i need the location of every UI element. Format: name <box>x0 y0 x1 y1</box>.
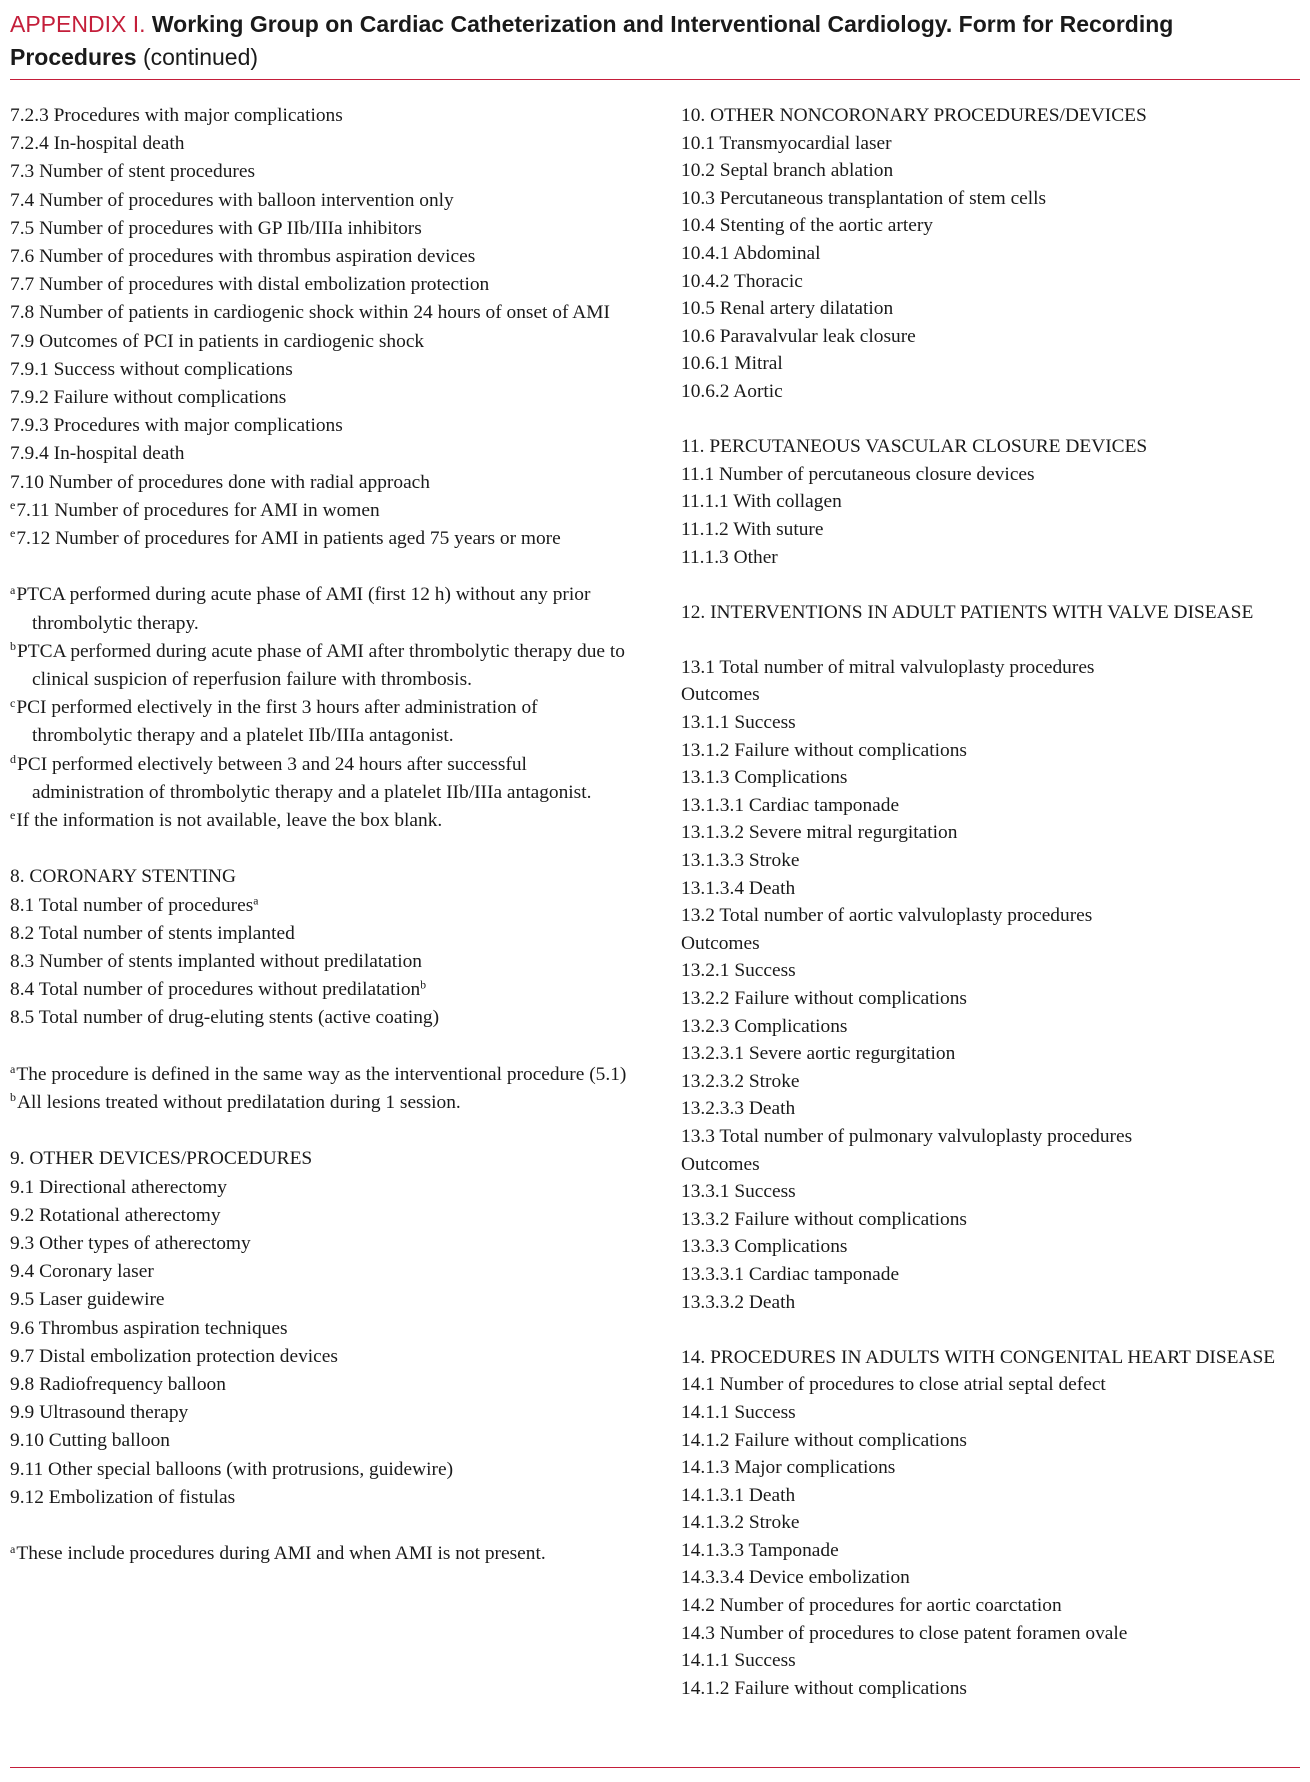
item-text: 7.2.3 Procedures with major complications <box>10 105 343 126</box>
item-text: 14.1.2 Failure without complications <box>681 1429 967 1451</box>
footnote-marker: c <box>10 695 16 710</box>
item-text: 11.1 Number of percutaneous closure devices <box>681 463 1035 485</box>
form-item <box>681 268 1306 296</box>
form-item <box>681 1206 1306 1234</box>
form-item <box>681 1123 1306 1151</box>
item-text: 13.2.3.3 Death <box>681 1098 796 1120</box>
form-item <box>10 1286 640 1314</box>
footnote <box>10 525 640 553</box>
item-text: 8.1 Total number of procedures <box>10 894 254 916</box>
form-item <box>10 271 640 299</box>
form-item <box>681 1040 1306 1068</box>
form-item <box>681 985 1306 1013</box>
item-text: 10.1 Transmyocardial laser <box>681 132 892 154</box>
item-text: 10.5 Renal artery dilatation <box>681 298 894 320</box>
item-text: 14. PROCEDURES IN ADULTS WITH CONGENITAL HEART DISEASE <box>681 1346 1276 1368</box>
item-text: 13.3.3.1 Cardiac tamponade <box>681 1263 900 1285</box>
form-item <box>10 1202 640 1230</box>
spacer <box>681 626 1306 654</box>
form-item <box>10 158 640 186</box>
item-text: 14.3.3.4 Device embolization <box>681 1567 910 1589</box>
form-item <box>681 1427 1306 1455</box>
form-item <box>10 1427 640 1455</box>
item-text: 11. PERCUTANEOUS VASCULAR CLOSURE DEVICES <box>681 436 1148 458</box>
item-text: PCI performed electively in the first 3 hours after administration of thrombolytic therapy and a platelet IIb/IIIa antagonist. <box>16 697 538 747</box>
item-text: 10.4 Stenting of the aortic artery <box>681 215 934 237</box>
item-text: 10.2 Septal branch ablation <box>681 160 894 182</box>
item-text: 9.9 Ultrasound therapy <box>10 1402 189 1424</box>
item-text: 14.1.1 Success <box>681 1401 796 1423</box>
item-text: 11.1.1 With collagen <box>681 491 842 513</box>
item-text: 7.9 Outcomes of PCI in patients in cardiogenic shock <box>10 330 425 352</box>
footnote <box>10 1061 640 1089</box>
form-item <box>681 1592 1306 1620</box>
form-item <box>681 212 1306 240</box>
item-text: 13.3.1 Success <box>681 1181 796 1203</box>
item-text: 7.9.3 Procedures with major complications <box>10 415 343 437</box>
item-text: 7.3 Number of stent procedures <box>10 161 256 183</box>
footnote <box>10 1540 640 1568</box>
footnote-ref: b <box>420 978 427 992</box>
item-text: 7.9.1 Success without complications <box>10 358 293 380</box>
item-text: 7.2.4 In-hospital death <box>10 133 185 155</box>
item-text: 9.6 Thrombus aspiration techniques <box>10 1317 288 1339</box>
form-item <box>681 378 1306 406</box>
footnote <box>10 807 640 835</box>
footnote-marker: b <box>10 639 17 654</box>
form-item <box>10 1230 640 1258</box>
form-item <box>10 356 640 384</box>
footnote-marker: e <box>10 526 16 541</box>
item-text: PTCA performed during acute phase of AMI after thrombolytic therapy due to clinical suspicion of reperfusion failure with thrombosis. <box>17 640 625 691</box>
form-item <box>10 130 640 158</box>
form-item <box>681 516 1306 544</box>
item-text: 9.12 Embolization of fistulas <box>10 1486 236 1508</box>
form-item <box>681 433 1306 461</box>
form-item <box>10 948 640 976</box>
form-item <box>681 1178 1306 1206</box>
footnote-marker: e <box>10 498 16 513</box>
item-text: PTCA performed during acute phase of AMI (first 12 h) without any prior thrombolytic therapy. <box>16 584 591 634</box>
item-text: 13.3 Total number of pulmonary valvuloplasty procedures <box>681 1125 1133 1147</box>
item-text: 13.2 Total number of aortic valvuloplasty procedures <box>681 905 1093 927</box>
footnote <box>10 694 640 750</box>
item-text: 14.2 Number of procedures for aortic coarctation <box>681 1595 1062 1617</box>
form-item <box>681 681 1306 709</box>
form-item <box>681 1261 1306 1289</box>
item-text: 7.9.2 Failure without complications <box>10 387 287 409</box>
form-item <box>681 875 1306 903</box>
form-item <box>681 185 1306 213</box>
item-text: All lesions treated without predilatation during 1 session. <box>17 1092 461 1114</box>
footnote <box>10 1089 640 1117</box>
item-text: 14.3 Number of procedures to close patent foramen ovale <box>681 1622 1128 1644</box>
footer-divider <box>10 1767 1300 1768</box>
form-item <box>681 240 1306 268</box>
form-item <box>10 412 640 440</box>
footnote-marker: a <box>10 582 16 597</box>
footnote-marker: a <box>10 1062 16 1077</box>
form-item <box>681 1620 1306 1648</box>
item-text: 9.4 Coronary laser <box>10 1261 154 1283</box>
form-item <box>681 1344 1306 1372</box>
form-item <box>10 187 640 215</box>
form-item <box>681 764 1306 792</box>
item-text: 13.1.2 Failure without complications <box>681 739 967 761</box>
form-item <box>681 1509 1306 1537</box>
form-item <box>681 1289 1306 1317</box>
form-item <box>10 102 640 130</box>
item-text: 7.11 Number of procedures for AMI in women <box>16 499 380 521</box>
item-text: Outcomes <box>681 1153 760 1175</box>
footnote <box>10 497 640 525</box>
form-item <box>10 1371 640 1399</box>
spacer <box>10 1512 640 1540</box>
item-text: 7.7 Number of procedures with distal embolization protection <box>10 274 490 296</box>
item-text: PCI performed electively between 3 and 24 hours after successful administration of thrombolytic therapy and a platelet IIb/IIIa antagonist. <box>17 753 592 803</box>
form-item <box>681 847 1306 875</box>
item-text: 9.11 Other special balloons (with protrusions, guidewire) <box>10 1458 454 1480</box>
form-item <box>10 1343 640 1371</box>
item-text: 13.2.3.2 Stroke <box>681 1070 800 1092</box>
item-text: 14.1 Number of procedures to close atrial septal defect <box>681 1374 1106 1396</box>
footnote-marker: b <box>10 1090 17 1105</box>
item-text: 14.1.3 Major complications <box>681 1457 896 1479</box>
form-item <box>681 902 1306 930</box>
item-text: 14.1.3.1 Death <box>681 1484 796 1506</box>
form-item <box>681 1233 1306 1261</box>
item-text: 14.1.3.3 Tamponade <box>681 1539 839 1561</box>
item-text: 7.9.4 In-hospital death <box>10 443 185 465</box>
item-text: 11.1.2 With suture <box>681 518 824 540</box>
item-text: 7.5 Number of procedures with GP IIb/IIIa inhibitors <box>10 217 422 239</box>
form-item <box>10 1004 640 1032</box>
item-text: 13.1.3.1 Cardiac tamponade <box>681 794 900 816</box>
item-text: 13.1.3.2 Severe mitral regurgitation <box>681 822 958 844</box>
item-text: 7.4 Number of procedures with balloon intervention only <box>10 189 454 211</box>
form-item <box>681 654 1306 682</box>
form-item <box>10 920 640 948</box>
appendix-title: Working Group on Cardiac Catheterization and Interventional Cardiology. Form for Recording Procedures <box>10 11 1174 70</box>
spacer <box>10 835 640 863</box>
form-item <box>681 819 1306 847</box>
form-item <box>681 488 1306 516</box>
item-text: Outcomes <box>681 932 760 954</box>
item-text: 10.6 Paravalvular leak closure <box>681 325 916 347</box>
form-item <box>10 1456 640 1484</box>
form-item <box>10 892 640 920</box>
item-text: 10. OTHER NONCORONARY PROCEDURES/DEVICES <box>681 105 1147 126</box>
form-item <box>681 737 1306 765</box>
item-text: 9.10 Cutting balloon <box>10 1430 170 1452</box>
spacer <box>10 553 640 581</box>
footnote-marker: d <box>10 752 17 767</box>
form-item <box>681 544 1306 572</box>
appendix-header <box>10 8 1300 74</box>
header-divider <box>10 79 1300 80</box>
footnote <box>10 751 640 807</box>
item-text: 9.8 Radiofrequency balloon <box>10 1374 226 1396</box>
form-item <box>681 1454 1306 1482</box>
item-text: 7.6 Number of procedures with thrombus aspiration devices <box>10 246 476 268</box>
form-item <box>681 599 1306 627</box>
form-item <box>10 215 640 243</box>
item-text: 9.5 Laser guidewire <box>10 1289 165 1311</box>
form-item <box>681 102 1306 130</box>
item-text: 13.1.3.4 Death <box>681 877 796 899</box>
form-item <box>681 1675 1306 1703</box>
form-item <box>681 1647 1306 1675</box>
item-text: 7.10 Number of procedures done with radial approach <box>10 471 430 493</box>
item-text: 9.7 Distal embolization protection devices <box>10 1345 338 1367</box>
form-item <box>681 461 1306 489</box>
spacer <box>10 1117 640 1145</box>
form-item <box>681 1095 1306 1123</box>
form-item <box>10 1145 640 1173</box>
form-item <box>10 1315 640 1343</box>
form-item <box>10 243 640 271</box>
form-item <box>681 1564 1306 1592</box>
form-item <box>10 440 640 468</box>
form-item <box>681 709 1306 737</box>
form-item <box>681 323 1306 351</box>
left-column <box>10 102 640 1568</box>
spacer <box>681 406 1306 434</box>
item-text: 14.1.3.2 Stroke <box>681 1512 800 1534</box>
form-item <box>10 469 640 497</box>
form-item <box>681 1371 1306 1399</box>
item-text: 13.2.3.1 Severe aortic regurgitation <box>681 1043 956 1065</box>
form-item <box>10 976 640 1004</box>
form-item <box>681 930 1306 958</box>
item-text: 10.4.2 Thoracic <box>681 270 803 292</box>
item-text: 10.3 Percutaneous transplantation of stem cells <box>681 187 1047 209</box>
footnote-ref: a <box>253 894 259 908</box>
form-item <box>681 295 1306 323</box>
form-item <box>10 1174 640 1202</box>
form-item <box>681 1013 1306 1041</box>
item-text: 13.1.1 Success <box>681 712 796 734</box>
footnote <box>10 638 640 694</box>
item-text: 13.3.3 Complications <box>681 1236 848 1258</box>
item-text: 12. INTERVENTIONS IN ADULT PATIENTS WITH VALVE DISEASE <box>681 601 1254 623</box>
form-item <box>10 384 640 412</box>
form-item <box>10 863 640 891</box>
form-item <box>681 350 1306 378</box>
item-text: 13.3.3.2 Death <box>681 1291 796 1313</box>
item-text: 8.4 Total number of procedures without predilatation <box>10 979 421 1001</box>
right-column <box>681 102 1306 1702</box>
item-text: 11.1.3 Other <box>681 546 778 568</box>
item-text: These include procedures during AMI and when AMI is not present. <box>16 1543 546 1565</box>
form-item <box>681 1399 1306 1427</box>
item-text: 14.1.2 Failure without complications <box>681 1677 967 1699</box>
form-item <box>10 328 640 356</box>
item-text: 13.1.3.3 Stroke <box>681 850 800 872</box>
item-text: 8. CORONARY STENTING <box>10 866 237 888</box>
form-item <box>681 1537 1306 1565</box>
item-text: 8.5 Total number of drug-eluting stents (active coating) <box>10 1007 440 1029</box>
item-text: The procedure is defined in the same way as the interventional procedure (5.1) <box>16 1063 627 1085</box>
item-text: 10.6.2 Aortic <box>681 380 783 402</box>
item-text: 10.6.1 Mitral <box>681 353 783 375</box>
item-text: 13.1.3 Complications <box>681 767 848 789</box>
form-item <box>681 157 1306 185</box>
form-item <box>681 1151 1306 1179</box>
form-item <box>681 792 1306 820</box>
item-text: 9.3 Other types of atherectomy <box>10 1233 251 1255</box>
form-item <box>10 1484 640 1512</box>
item-text: 13.1 Total number of mitral valvuloplasty procedures <box>681 656 1095 678</box>
item-text: 8.3 Number of stents implanted without predilatation <box>10 951 422 973</box>
item-text: 7.8 Number of patients in cardiogenic shock within 24 hours of onset of AMI <box>10 302 610 324</box>
spacer <box>681 1316 1306 1344</box>
item-text: If the information is not available, leave the box blank. <box>16 810 443 832</box>
appendix-continued: (continued) <box>142 44 259 70</box>
item-text: 13.2.2 Failure without complications <box>681 988 967 1009</box>
footnote-marker: a <box>10 1541 16 1556</box>
footnote <box>10 581 640 637</box>
footnote-marker: e <box>10 808 16 823</box>
item-text: 9. OTHER DEVICES/PROCEDURES <box>10 1148 313 1170</box>
form-item <box>681 1068 1306 1096</box>
form-item <box>10 1399 640 1427</box>
item-text: 13.2.3 Complications <box>681 1015 848 1037</box>
item-text: 14.1.1 Success <box>681 1650 796 1672</box>
item-text: 7.12 Number of procedures for AMI in patients aged 75 years or more <box>16 528 561 550</box>
spacer <box>10 1033 640 1061</box>
form-item <box>10 299 640 327</box>
item-text: 13.3.2 Failure without complications <box>681 1208 967 1230</box>
form-item <box>10 1258 640 1286</box>
form-item <box>681 957 1306 985</box>
item-text: 9.1 Directional atherectomy <box>10 1176 227 1198</box>
form-item <box>681 130 1306 158</box>
spacer <box>681 571 1306 599</box>
item-text: Outcomes <box>681 684 760 706</box>
item-text: 13.2.1 Success <box>681 960 796 982</box>
item-text: 10.4.1 Abdominal <box>681 242 821 264</box>
item-text: 9.2 Rotational atherectomy <box>10 1204 221 1226</box>
appendix-label: APPENDIX I. <box>10 11 146 37</box>
form-item <box>681 1482 1306 1510</box>
item-text: 8.2 Total number of stents implanted <box>10 922 295 944</box>
